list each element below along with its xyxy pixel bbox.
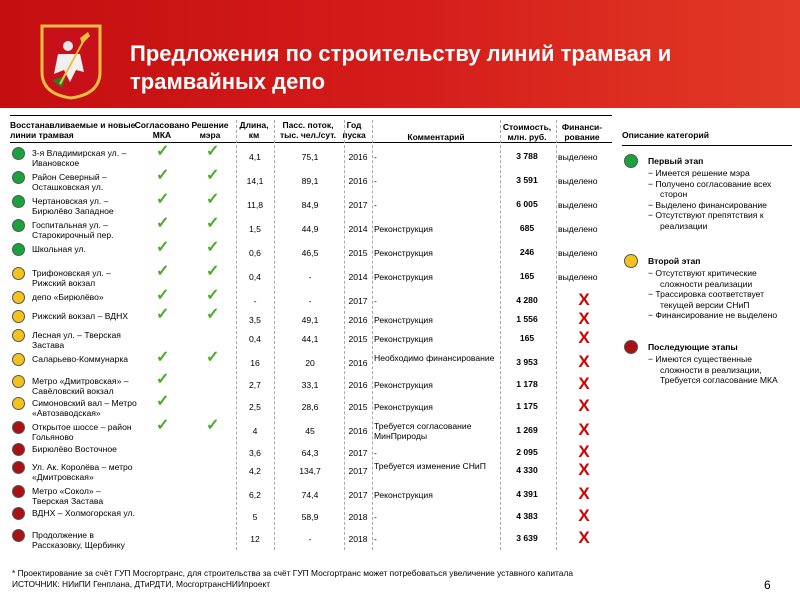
- mka-check-icon: ✓: [156, 143, 170, 160]
- length-value: 2,5: [249, 402, 261, 412]
- cost-value: 165: [519, 271, 535, 281]
- header-underline: [10, 142, 612, 143]
- status-dot: [12, 375, 25, 388]
- status-dot: [12, 195, 25, 208]
- table-row: [10, 393, 612, 418]
- legend-title: Описание категорий: [622, 130, 792, 146]
- year-value: 2014: [348, 224, 368, 234]
- page-title: Предложения по строительству линий трамвая и трамвайных депо: [130, 41, 672, 94]
- not-funded-icon: X: [578, 309, 590, 328]
- mayor-check-icon: ✓: [206, 143, 220, 160]
- line-name: Госпитальная ул. – Старокирочный пер.: [32, 220, 114, 240]
- table-row: [10, 239, 612, 264]
- table-row: [10, 330, 612, 350]
- mka-check-icon: ✓: [156, 417, 170, 434]
- comment-value: Требуется изменение СНиП: [374, 461, 486, 471]
- cost-value: 4 330: [516, 465, 538, 475]
- length-value: 11,8: [246, 200, 264, 210]
- status-dot: [12, 267, 25, 280]
- flow-value: 74,4: [301, 490, 319, 500]
- year-value: 2017: [348, 466, 368, 476]
- line-name: ВДНХ – Холмогорская ул.: [32, 508, 135, 518]
- table-top-line: [10, 115, 612, 116]
- length-value: -: [253, 296, 257, 306]
- flow-value: 33,1: [301, 380, 319, 390]
- line-name: Метро «Сокол» – Тверская Застава: [32, 486, 104, 506]
- flow-value: 28,6: [301, 402, 319, 412]
- status-dot: [12, 461, 25, 474]
- mka-check-icon: ✓: [156, 349, 170, 366]
- year-value: 2016: [348, 380, 368, 390]
- header-mayor: Решение мэра: [191, 120, 229, 140]
- table-row: [10, 462, 612, 482]
- header-comment: Комментарий: [407, 132, 465, 142]
- funding-value: выделено: [558, 248, 598, 258]
- year-value: 2015: [348, 248, 368, 258]
- comment-value: Требуется согласование МинПрироды: [374, 421, 472, 441]
- line-name: Саларьево-Коммунарка: [32, 354, 129, 364]
- length-value: 0,4: [249, 272, 261, 282]
- header-mka: Согласовано МКА: [134, 120, 190, 140]
- length-value: 1,5: [249, 224, 261, 234]
- line-name: Лесная ул. – Тверская Застава: [32, 330, 121, 350]
- year-value: 2017: [348, 490, 368, 500]
- year-value: 2016: [348, 358, 368, 368]
- mayor-check-icon: ✓: [206, 349, 220, 366]
- status-dot: [12, 329, 25, 342]
- moscow-crest-icon: [40, 24, 102, 100]
- cost-value: 4 280: [516, 295, 538, 305]
- flow-value: -: [308, 272, 312, 282]
- flow-value: 58,9: [301, 512, 319, 522]
- header-length: Длина, км: [239, 120, 269, 140]
- cost-value: 4 383: [516, 511, 538, 521]
- legend-item: − Финансирование не выделено: [648, 310, 778, 320]
- table-row: [10, 143, 612, 168]
- table-row: [10, 417, 612, 442]
- funding-value: выделено: [558, 224, 598, 234]
- status-dot: [12, 219, 25, 232]
- flow-value: 44,9: [301, 224, 319, 234]
- length-value: 14,1: [246, 176, 264, 186]
- table-row: [10, 444, 612, 464]
- line-name: Трифоновская ул. – Рижский вокзал: [32, 268, 111, 288]
- legend-category-title: Первый этап: [648, 156, 704, 166]
- status-dot: [12, 310, 25, 323]
- comment-value: -: [374, 534, 377, 544]
- legend-item: − Трассировка соответствует текущей версии СНиП: [648, 289, 765, 310]
- comment-value: Реконструкция: [374, 334, 433, 344]
- cost-value: 2 095: [516, 447, 538, 457]
- mayor-check-icon: ✓: [206, 191, 220, 208]
- cost-value: 1 175: [516, 401, 538, 411]
- status-dot: [12, 529, 25, 542]
- flow-value: 89,1: [301, 176, 319, 186]
- legend-dot: [624, 254, 638, 268]
- comment-value: Реконструкция: [374, 380, 433, 390]
- year-value: 2017: [348, 296, 368, 306]
- mka-check-icon: ✓: [156, 393, 170, 410]
- header-cost: Стоимость, млн. руб.: [502, 122, 552, 142]
- status-dot: [12, 507, 25, 520]
- funding-value: выделено: [558, 200, 598, 210]
- cost-value: 6 005: [516, 199, 538, 209]
- length-value: 2,7: [249, 380, 261, 390]
- table-row: [10, 167, 612, 192]
- status-dot: [12, 485, 25, 498]
- mka-check-icon: ✓: [156, 287, 170, 304]
- not-funded-icon: X: [578, 374, 590, 393]
- line-name: Школьная ул.: [32, 244, 86, 254]
- table-row: [10, 371, 612, 396]
- mka-check-icon: ✓: [156, 306, 170, 323]
- length-value: 0,6: [249, 248, 261, 258]
- year-value: 2018: [348, 512, 368, 522]
- cost-value: 1 269: [516, 425, 538, 435]
- length-value: 5: [252, 512, 258, 522]
- cost-value: 1 556: [516, 314, 538, 324]
- comment-value: -: [374, 176, 377, 186]
- length-value: 3,6: [249, 448, 261, 458]
- legend-item: − Отсутствуют препятствия к реализации: [648, 210, 764, 231]
- not-funded-icon: X: [578, 352, 590, 371]
- line-name: Метро «Дмитровская» – Савёловский вокзал: [32, 376, 129, 396]
- header-banner: [0, 0, 800, 108]
- cost-value: 3 591: [516, 175, 538, 185]
- mka-check-icon: ✓: [156, 191, 170, 208]
- cost-value: 3 788: [516, 151, 538, 161]
- not-funded-icon: X: [578, 528, 590, 547]
- table-row: [10, 191, 612, 216]
- cost-value: 246: [519, 247, 535, 257]
- cost-value: 685: [519, 223, 535, 233]
- comment-value: -: [374, 448, 377, 458]
- mka-check-icon: ✓: [156, 215, 170, 232]
- funding-value: выделено: [558, 152, 598, 162]
- not-funded-icon: X: [578, 290, 590, 309]
- status-dot: [12, 397, 25, 410]
- flow-value: -: [308, 534, 312, 544]
- line-name: Чертановская ул. – Бирюлёво Западное: [32, 196, 114, 216]
- flow-value: 44,1: [301, 334, 319, 344]
- table-row: [10, 215, 612, 240]
- comment-value: Реконструкция: [374, 490, 433, 500]
- line-name: Бирюлёво Восточное: [32, 444, 117, 454]
- projects-table: [10, 120, 612, 550]
- status-dot: [12, 443, 25, 456]
- legend-category-title: Последующие этапы: [648, 342, 738, 352]
- mka-check-icon: ✓: [156, 167, 170, 184]
- header-flow: Пасс. поток, тыс. чел./сут.: [280, 120, 336, 140]
- mka-check-icon: ✓: [156, 263, 170, 280]
- cost-value: 3 639: [516, 533, 538, 543]
- year-value: 2018: [348, 534, 368, 544]
- not-funded-icon: X: [578, 328, 590, 347]
- length-value: 6,2: [249, 490, 261, 500]
- mayor-check-icon: ✓: [206, 417, 220, 434]
- not-funded-icon: X: [578, 442, 590, 461]
- header-name: Восстанавливаемые и новые линии трамвая: [10, 120, 136, 140]
- page-number: 6: [764, 578, 771, 592]
- flow-value: 64,3: [301, 448, 319, 458]
- length-value: 4,1: [249, 152, 261, 162]
- legend-dot: [624, 154, 638, 168]
- legend-item: − Отсутствуют критические сложности реализации: [648, 268, 757, 289]
- year-value: 2017: [348, 200, 368, 210]
- funding-value: выделено: [558, 176, 598, 186]
- mayor-check-icon: ✓: [206, 215, 220, 232]
- header-year: Год пуска: [342, 120, 366, 140]
- status-dot: [12, 291, 25, 304]
- comment-value: Реконструкция: [374, 224, 433, 234]
- line-name: Симоновский вал – Метро «Автозаводская»: [32, 398, 137, 418]
- legend-item: − Выделено финансирование: [648, 199, 767, 210]
- year-value: 2016: [348, 152, 368, 162]
- length-value: 12: [250, 534, 260, 544]
- comment-value: -: [374, 200, 377, 210]
- status-dot: [12, 171, 25, 184]
- mayor-check-icon: ✓: [206, 287, 220, 304]
- comment-value: Реконструкция: [374, 272, 433, 282]
- legend-dot: [624, 340, 638, 354]
- cost-value: 165: [519, 333, 535, 343]
- comment-value: -: [374, 152, 377, 162]
- funding-value: выделено: [558, 272, 598, 282]
- line-name: Продолжение в Рассказовку, Щербинку: [32, 530, 125, 550]
- year-value: 2017: [348, 448, 368, 458]
- length-value: 16: [250, 358, 260, 368]
- line-name: 3-я Владимирская ул. – Ивановское: [32, 148, 127, 168]
- table-row: [10, 508, 612, 528]
- year-value: 2016: [348, 176, 368, 186]
- table-row: [10, 287, 612, 312]
- not-funded-icon: X: [578, 396, 590, 415]
- not-funded-icon: X: [578, 420, 590, 439]
- mayor-check-icon: ✓: [206, 306, 220, 323]
- comment-value: Реконструкция: [374, 248, 433, 258]
- table-row: [10, 349, 612, 374]
- line-name: Район Северный – Осташковская ул.: [32, 172, 107, 192]
- header-fin: Финанси-рование: [561, 122, 603, 142]
- flow-value: 46,5: [301, 248, 319, 258]
- legend-category-title: Второй этап: [648, 256, 701, 266]
- mayor-check-icon: ✓: [206, 167, 220, 184]
- footnote: [12, 568, 772, 590]
- cost-value: 3 953: [516, 357, 538, 367]
- status-dot: [12, 147, 25, 160]
- legend-item: − Имеется решение мэра: [648, 168, 750, 178]
- flow-value: 84,9: [301, 200, 319, 210]
- status-dot: [12, 243, 25, 256]
- line-name: депо «Бирюлёво»: [32, 292, 104, 302]
- table-row: [10, 486, 612, 506]
- line-name: Открытое шоссе – район Гольяново: [32, 422, 132, 442]
- table-row: [10, 306, 612, 331]
- flow-value: 49,1: [301, 315, 319, 325]
- flow-value: 134,7: [299, 466, 321, 476]
- mka-check-icon: ✓: [156, 239, 170, 256]
- year-value: 2016: [348, 315, 368, 325]
- legend-panel: [622, 130, 792, 385]
- status-dot: [12, 353, 25, 366]
- year-value: 2016: [348, 426, 368, 436]
- flow-value: 75,1: [301, 152, 319, 162]
- flow-value: -: [308, 296, 312, 306]
- flow-value: 45: [305, 426, 315, 436]
- not-funded-icon: X: [578, 506, 590, 525]
- legend-item: − Получено согласование всех сторон: [648, 178, 772, 199]
- line-name: Ул. Ак. Королёва – метро «Дмитровская»: [32, 462, 133, 482]
- year-value: 2014: [348, 272, 368, 282]
- line-name: Рижский вокзал – ВДНХ: [32, 311, 129, 321]
- not-funded-icon: X: [578, 460, 590, 479]
- comment-value: Необходимо финансирование: [374, 353, 495, 363]
- cost-value: 1 178: [516, 379, 538, 389]
- legend-item: − Имеются существенные сложности в реализации, Требуется согласование МКА: [648, 354, 778, 385]
- comment-value: Реконструкция: [374, 315, 433, 325]
- mka-check-icon: ✓: [156, 371, 170, 388]
- flow-value: 20: [305, 358, 315, 368]
- footnote-text: * Проектирование за счёт ГУП Мосгортранс, для строительства за счёт ГУП Мосгортранс может потребоваться увеличение уставного капитала: [12, 568, 573, 578]
- year-value: 2015: [348, 402, 368, 412]
- comment-value: -: [374, 296, 377, 306]
- not-funded-icon: X: [578, 484, 590, 503]
- length-value: 0,4: [249, 334, 261, 344]
- year-value: 2015: [348, 334, 368, 344]
- length-value: 4: [252, 426, 258, 436]
- length-value: 3,5: [249, 315, 261, 325]
- comment-value: -: [374, 512, 377, 522]
- mayor-check-icon: ✓: [206, 239, 220, 256]
- mayor-check-icon: ✓: [206, 263, 220, 280]
- length-value: 4,2: [249, 466, 261, 476]
- source-text: ИСТОЧНИК: НИиПИ Генплана, ДТиРДТИ, МосгортрансНИИпроект: [12, 579, 271, 589]
- table-row: [10, 263, 612, 288]
- cost-value: 4 391: [516, 489, 538, 499]
- table-row: [10, 530, 612, 550]
- comment-value: Реконструкция: [374, 402, 433, 412]
- status-dot: [12, 421, 25, 434]
